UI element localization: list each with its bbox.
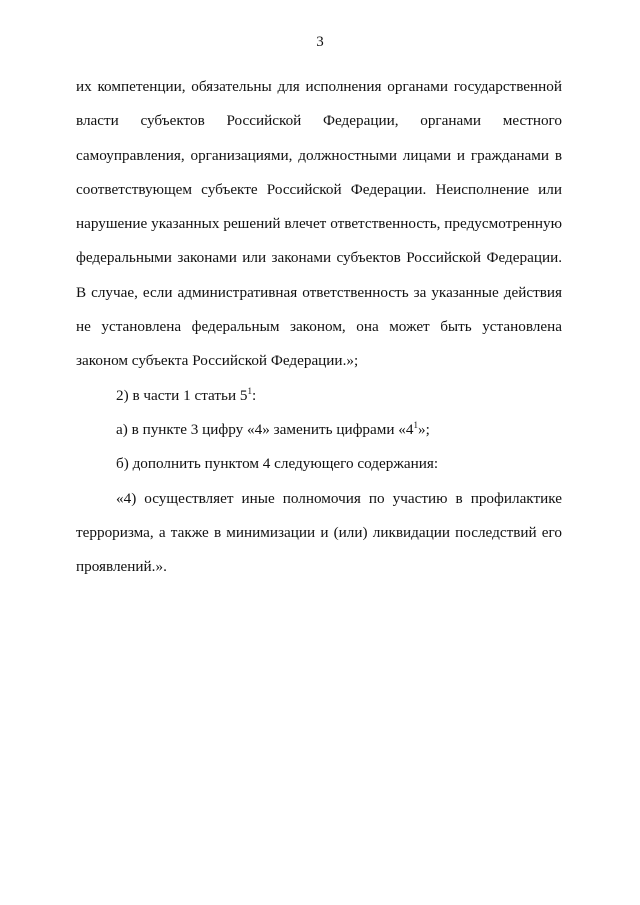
text-line: соответствующем субъекте Российской Федерации. Неисполнение или (76, 180, 562, 198)
paragraph-continuation (76, 70, 562, 379)
amendment-item-a (76, 413, 562, 447)
document-body (76, 70, 562, 584)
text-line: их компетенции, обязательны для исполнения органами государственной (76, 78, 562, 95)
text-line: нарушение указанных решений влечет ответственность, предусмотренную (76, 215, 562, 233)
amendment-item-2-text: 2) в части 1 статьи 5 (116, 386, 248, 404)
text-line: проявлений.». (76, 558, 167, 576)
amendment-item-2 (76, 379, 562, 413)
superscript: 1 (247, 385, 252, 396)
amendment-item-a-text: а) в пункте 3 цифру «4» заменить цифрами «4 (116, 420, 414, 438)
text-line: федеральными законами или законами субъектов Российской Федерации. (76, 249, 562, 267)
amendment-item-a-tail: »; (417, 420, 430, 438)
text-line: «4) осуществляет иные полномочия по участию в профилактике (116, 489, 562, 507)
amendment-item-2-tail: : (251, 386, 257, 404)
amendment-item-b: б) дополнить пунктом 4 следующего содержания: (116, 455, 439, 473)
text-line: власти субъектов Российской Федерации, органами местного (76, 112, 562, 130)
amendment-item-4 (76, 482, 562, 585)
text-line: самоуправления, организациями, должностными лицами и гражданами в (76, 146, 562, 164)
superscript: 1 (413, 419, 418, 430)
text-line: В случае, если административная ответственность за указанные действия (76, 283, 562, 301)
text-line: не установлена федеральным законом, она может быть установлена (76, 318, 562, 336)
text-line: законом субъекта Российской Федерации.»; (76, 352, 359, 370)
page-number: 3 (316, 34, 324, 50)
text-line: терроризма, а также в минимизации и (или) ликвидации последствий его (76, 523, 562, 541)
